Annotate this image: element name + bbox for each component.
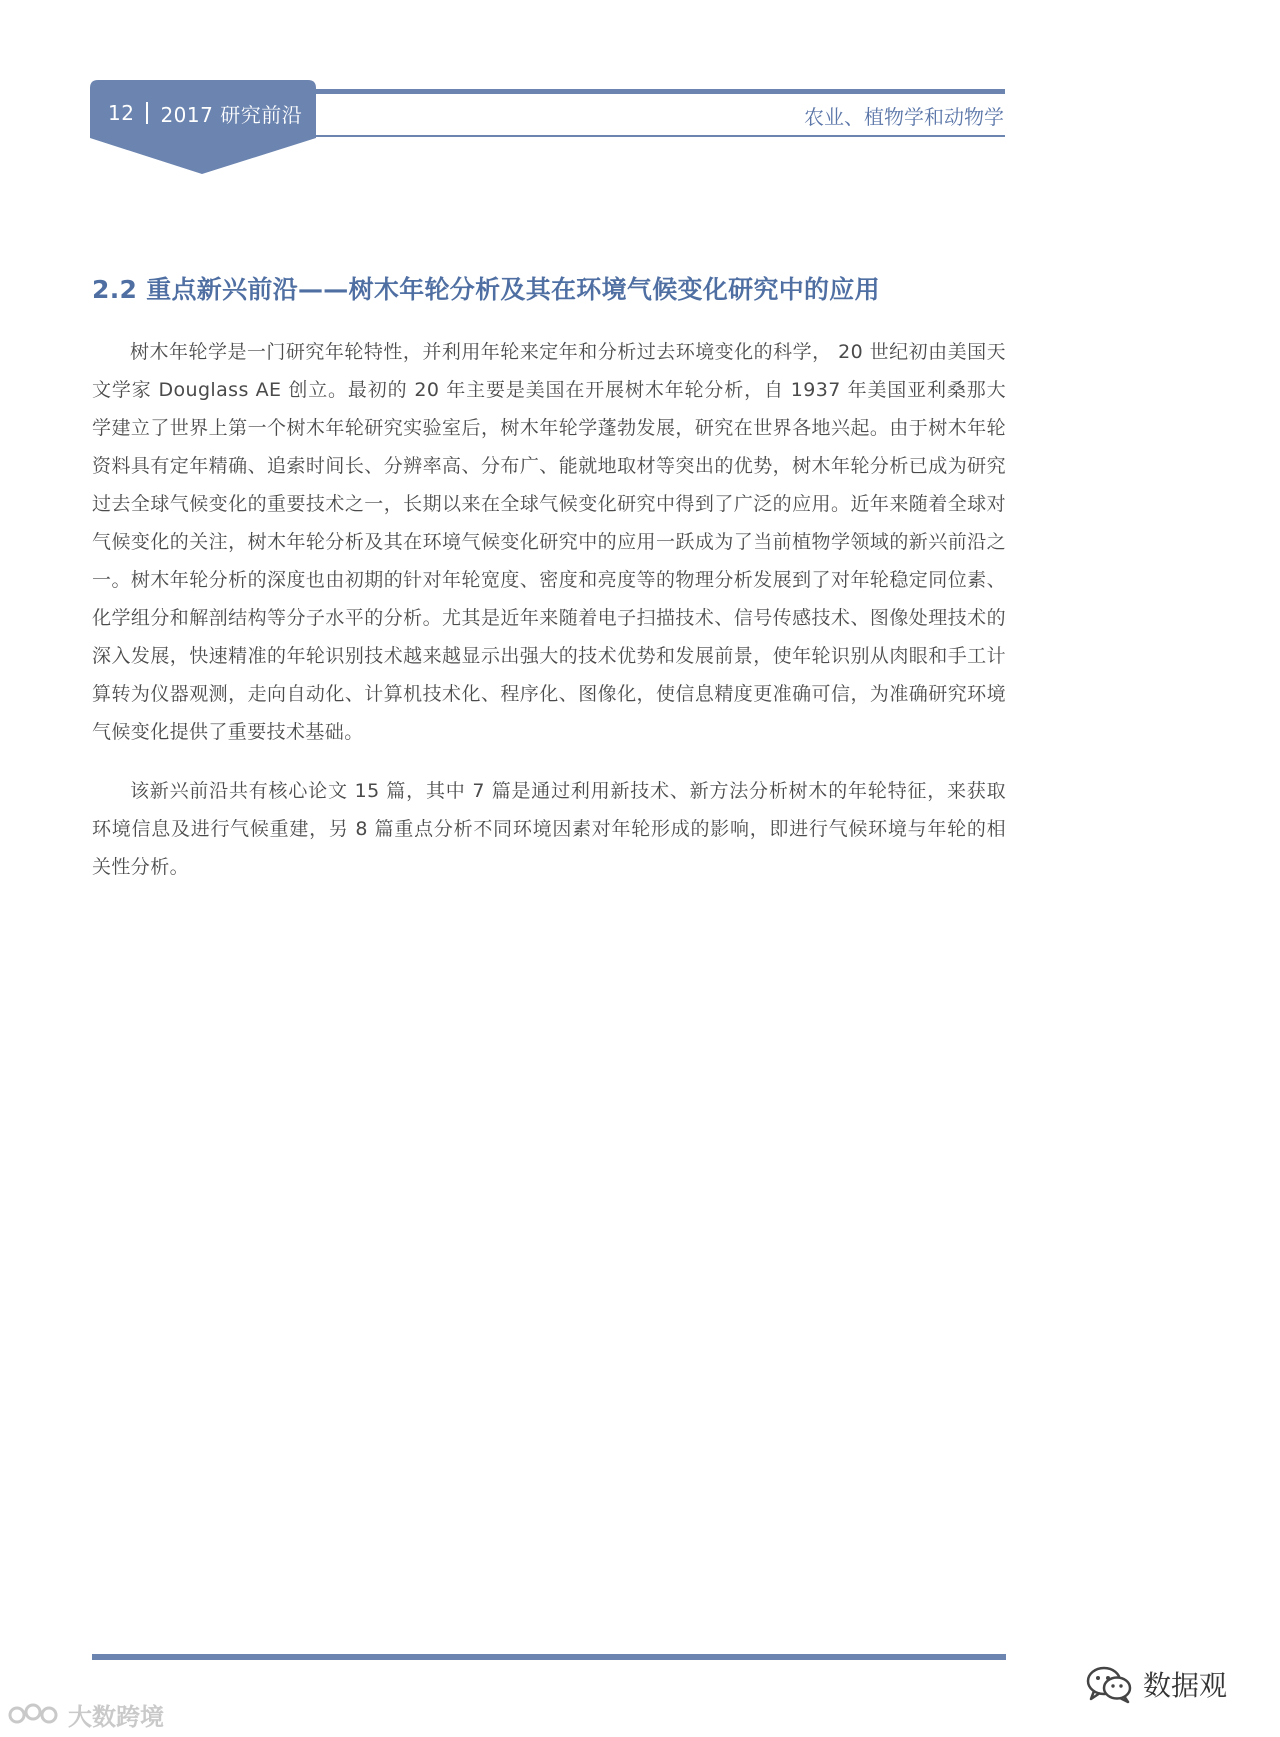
tab-divider (146, 102, 148, 124)
footer-rule (92, 1654, 1006, 1660)
report-title: 2017 研究前沿 (160, 102, 303, 127)
corner-watermark (8, 1697, 164, 1732)
header-rule-top (312, 89, 1005, 94)
header-category: 农业、植物学和动物学 (804, 105, 1004, 129)
body-paragraph-1: 树木年轮学是一门研究年轮特性，并利用年轮来定年和分析过去环境变化的科学， 20 世纪初由美国天文学家 Douglass AE 创立。最初的 20 年主要是美国在开展树木年轮分析，自 1937 年美国亚利桑那大学建立了世界上第一个树木年轮研究实验室后，树木年轮学蓬勃发展，研究在世界各地兴起。由于树木年轮资料具有定年精确、追索时间长、分辨率高、分布广、能就地取材等突出的优势，树木年轮分析已成为研究过去全球气候变化的重要技术之一，长期以来在全球气候变化研究中得到了广泛的应用。近年来随着全球对气候变化的关注，树木年轮分析及其在环境气候变化研究中的应用一跃成为了当前植物学领域的新兴前沿之一。树木年轮分析的深度也由初期的针对年轮宽度、密度和亮度等的物理分析发展到了对年轮稳定同位素、化学组分和解剖结构等分子水平的分析。尤其是近年来随着电子扫描技术、信号传感技术、图像处理技术的深入发展，快速精准的年轮识别技术越来越显示出强大的技术优势和发展前景，使年轮识别从肉眼和手工计算转为仪器观测，走向自动化、计算机技术化、程序化、图像化，使信息精度更准确可信，为准确研究环境气候变化提供了重要技术基础。 (92, 341, 1006, 743)
wechat-watermark (1085, 1664, 1227, 1704)
header-tab-text (108, 98, 302, 128)
wechat-icon (1085, 1664, 1135, 1704)
wechat-account-name: 数据观 (1143, 1669, 1228, 1702)
brand-logo-icon (8, 1700, 64, 1730)
header-rule-bottom (312, 135, 1005, 137)
section-title: 2.2 重点新兴前沿——树木年轮分析及其在环境气候变化研究中的应用 (92, 275, 880, 304)
body-paragraph-2: 该新兴前沿共有核心论文 15 篇，其中 7 篇是通过利用新技术、新方法分析树木的年轮特征，来获取环境信息及进行气候重建，另 8 篇重点分析不同环境因素对年轮形成的影响，即进行气候环境与年轮的相关性分析。 (92, 780, 1006, 878)
page-number: 12 (108, 101, 135, 125)
corner-brand-name: 大数跨境 (68, 1703, 164, 1731)
